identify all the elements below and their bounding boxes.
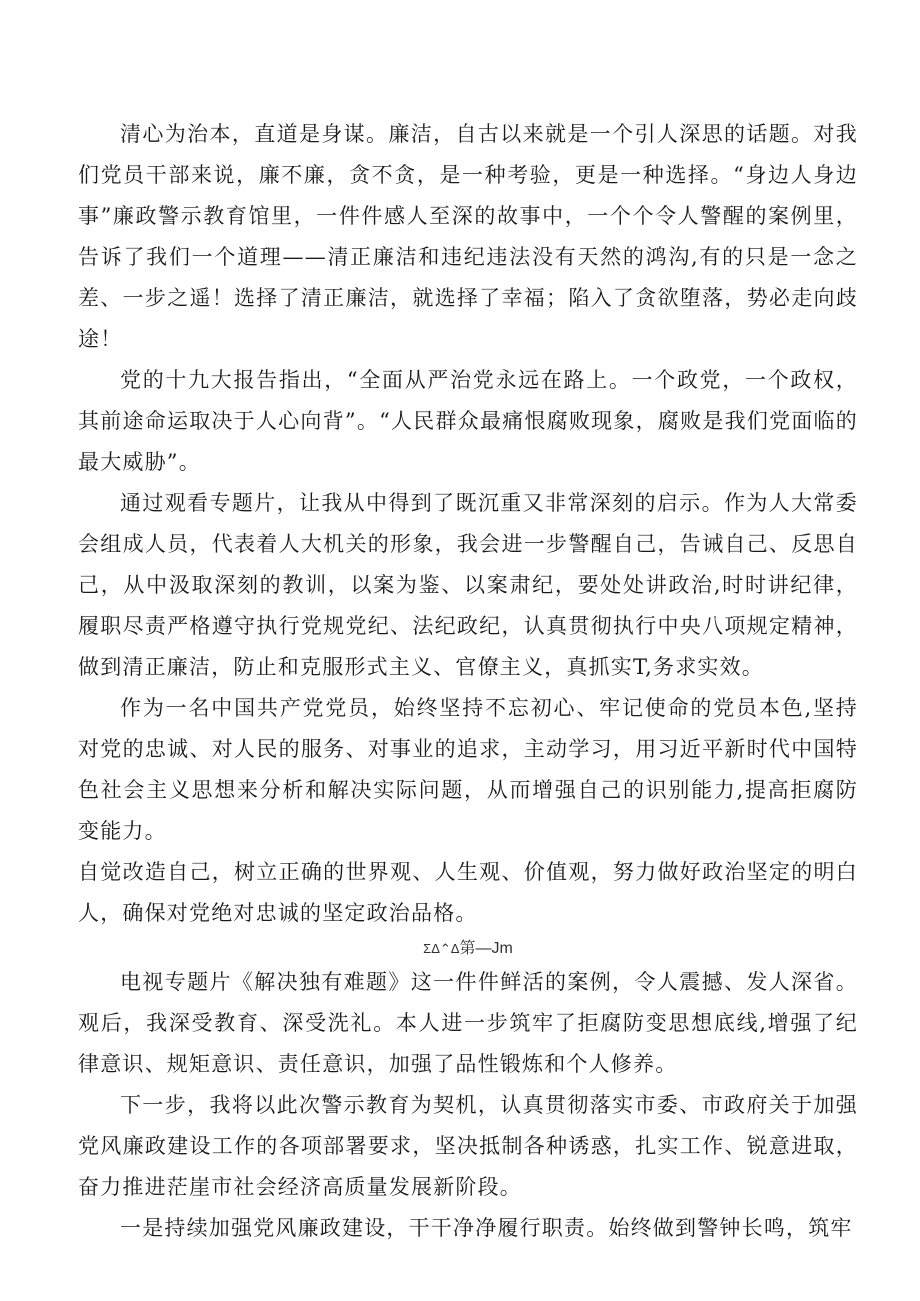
section-heading-prefix: ΣΔ⌃Δ bbox=[423, 941, 460, 956]
paragraph-continuation: 自觉改造自己，树立正确的世界观、人生观、价值观，努力做好政治坚定的明白人，确保对党绝对忠诚的坚定政治品格。 bbox=[78, 860, 858, 925]
paragraph: 下一步，我将以此次警示教育为契机，认真贯彻落实市委、市政府关于加强党风廉政建设工作的各项部署要求，坚决抵制各种诱惑，扎实工作、锐意进取，奋力推进茫崖市社会经济高质量发展新阶段。 bbox=[78, 1093, 858, 1199]
paragraph: 电视专题片《解决独有难题》这一件件鲜活的案例，令人震撼、发人深省。观后，我深受教育、深受洗礼。本人进一步筑牢了拒腐防变思想底线,增强了纪律意识、规矩意识、责任意识，加强了品性锻炼和个人修养。 bbox=[78, 970, 858, 1076]
document-body bbox=[78, 114, 858, 1249]
paragraph: 党的十九大报告指出，“全面从严治党永远在路上。一个政党，一个政权，其前途命运取决于人心向背”。“人民群众最痛恨腐败现象，腐败是我们党面临的最大威胁”。 bbox=[78, 368, 858, 474]
paragraph: 作为一名中国共产党党员，始终坚持不忘初心、牢记使命的党员本色,坚持对党的忠诚、对人民的服务、对事业的追求，主动学习，用习近平新时代中国特色社会主义思想来分析和解决实际问题，从而增强自己的识别能力,提高拒腐防变能力。 bbox=[78, 696, 858, 843]
section-heading-text: 第—Jm bbox=[459, 940, 513, 957]
paragraph: 清心为治本，直道是身谋。廉洁，自古以来就是一个引人深思的话题。对我们党员干部来说，廉不廉，贪不贪，是一种考验，更是一种选择。“身边人身边事”廉政警示教育馆里，一件件感人至深的故事中，一个个令人警醒的案例里，告诉了我们一个道理——清正廉洁和违纪违法没有天然的鸿沟,有的只是一念之差、一步之遥！选择了清正廉洁，就选择了幸福；陷入了贪欲堕落，势必走向歧途！ bbox=[78, 122, 858, 351]
paragraph: 一是持续加强党风廉政建设，干干净净履行职责。始终做到警钟长鸣，筑牢 bbox=[120, 1216, 853, 1240]
paragraph: 通过观看专题片，让我从中得到了既沉重又非常深刻的启示。作为人大常委会组成人员，代表着人大机关的形象，我会进一步警醒自己，告诫自己、反思自己，从中汲取深刻的教训，以案为鉴、以案肃纪，要处处讲政治,时时讲纪律，履职尽责严格遵守执行党规党纪、法纪政纪，认真贯彻执行中央八项规定精神，做到清正廉洁，防止和克服形式主义、官僚主义，真抓实T,务求实效。 bbox=[78, 491, 858, 679]
section-heading bbox=[78, 936, 858, 962]
